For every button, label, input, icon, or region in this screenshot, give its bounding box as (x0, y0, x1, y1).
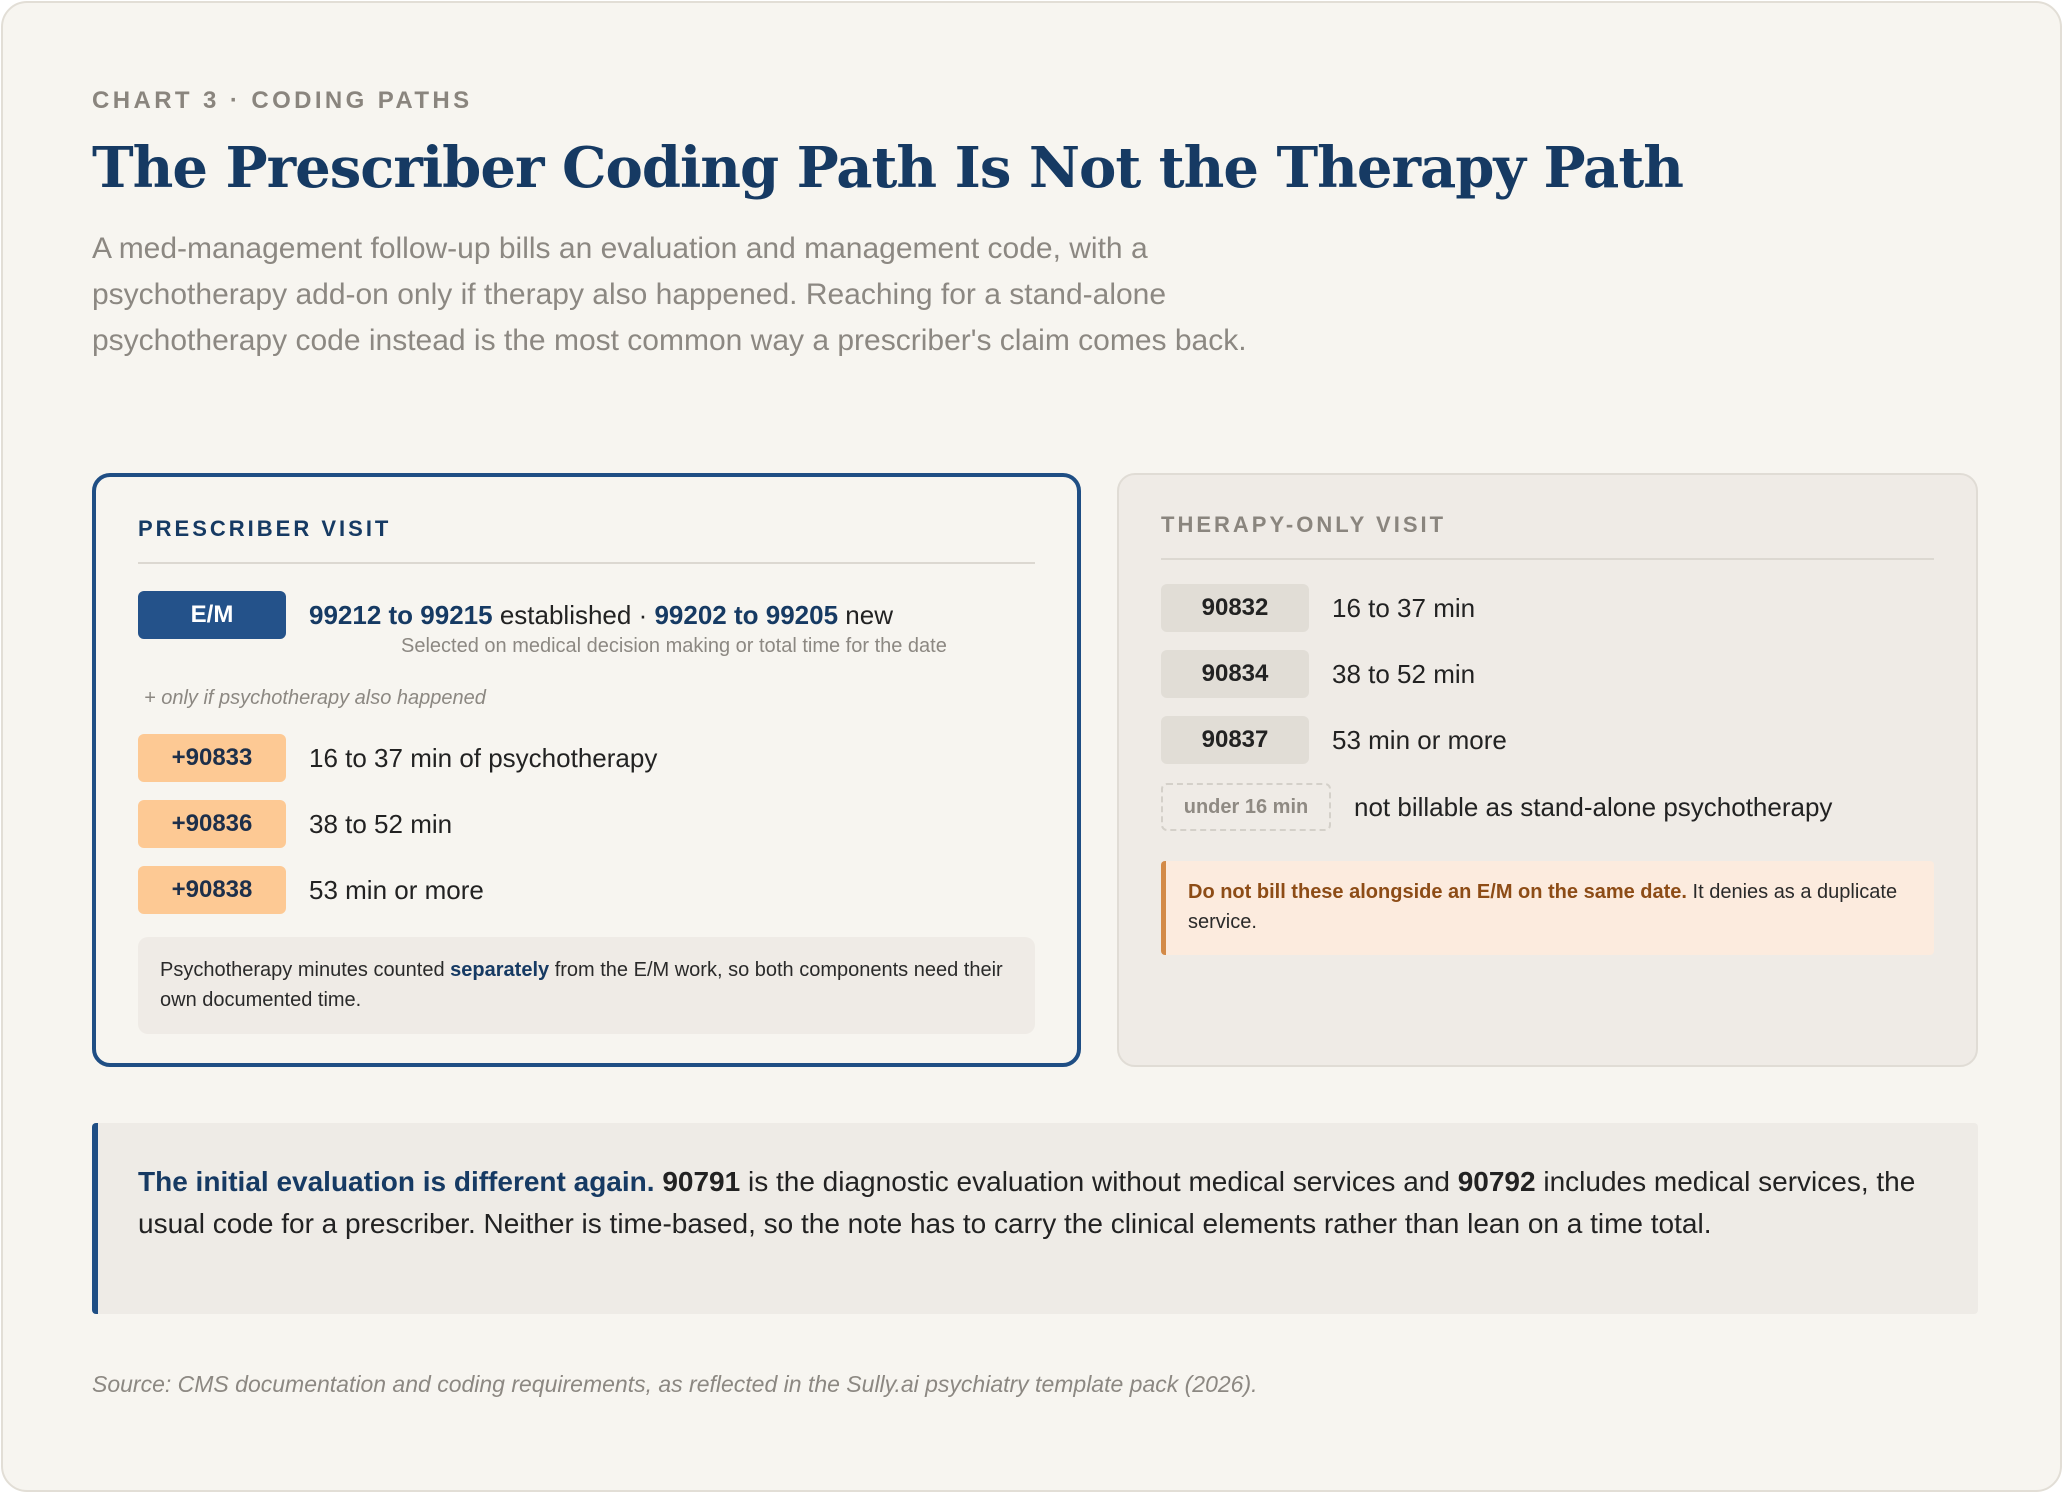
addon-code-badge: +90838 (138, 866, 286, 914)
em-row (138, 591, 893, 639)
prescriber-visit-panel (92, 473, 1081, 1067)
under-16-row (1161, 783, 1832, 831)
note-text: from the E/M work, so both components need their own documented time. (160, 959, 1003, 1011)
em-new-label: new (838, 599, 893, 630)
therapy-code-row (1161, 650, 1475, 698)
callout-text: is the diagnostic evaluation without medical services and (740, 1166, 1458, 1197)
em-established-range: 99212 to 99215 (309, 599, 493, 630)
callout-code-90791: 90791 (662, 1166, 741, 1197)
therapy-code-badge: 90834 (1161, 650, 1309, 698)
addon-row (138, 734, 657, 782)
addon-description: 38 to 52 min (309, 808, 453, 839)
addon-note: + only if psychotherapy also happened (144, 687, 486, 709)
callout-text: includes medical services, the usual code for a prescriber. Neither is time-based, so the note has to carry the clinical elements rather than lean on a time total. (138, 1166, 1916, 1239)
chart-card (1, 1, 2062, 1492)
em-new-range: 99202 to 99205 (654, 599, 839, 630)
addon-code-badge: +90833 (138, 734, 286, 782)
initial-evaluation-callout (92, 1123, 1978, 1314)
therapy-code-badge: 90837 (1161, 716, 1309, 764)
therapy-only-panel (1117, 473, 1978, 1067)
prescriber-visit-heading: PRESCRIBER VISIT (138, 516, 1035, 564)
em-established-label: established · (492, 599, 655, 630)
prescriber-note (138, 937, 1035, 1034)
therapy-code-description: 16 to 37 min (1332, 592, 1476, 623)
addon-row (138, 800, 452, 848)
therapy-code-row (1161, 584, 1475, 632)
under-16-badge: under 16 min (1161, 783, 1331, 831)
callout-lead: The initial evaluation is different again. (138, 1166, 655, 1197)
addon-row (138, 866, 484, 914)
warning-text: It denies as a duplicate service. (1188, 881, 1898, 933)
subtitle: A med-management follow-up bills an evaluation and management code, with a psychotherapy add-on only if therapy also happened. Reaching for a stand-alone psychotherapy code instead is the most common way a prescriber's claim comes back. (92, 232, 1247, 357)
therapy-code-description: 53 min or more (1332, 724, 1507, 755)
page-title: The Prescriber Coding Path Is Not the Therapy Path (92, 135, 1683, 201)
therapy-only-heading: THERAPY-ONLY VISIT (1161, 512, 1934, 560)
addon-code-badge: +90836 (138, 800, 286, 848)
source-note: Source: CMS documentation and coding requirements, as reflected in the Sully.ai psychiatry template pack (2026). (92, 1371, 1258, 1397)
under-16-description: not billable as stand-alone psychotherapy (1354, 791, 1833, 822)
therapy-code-row (1161, 716, 1507, 764)
callout-code-90792: 90792 (1457, 1166, 1536, 1197)
addon-description: 53 min or more (309, 874, 484, 905)
em-subtext: Selected on medical decision making or total time for the date (401, 635, 947, 657)
note-text: Psychotherapy minutes counted (160, 959, 451, 981)
em-badge: E/M (138, 591, 286, 639)
warning-emphasis: Do not bill these alongside an E/M on the same date. (1188, 881, 1687, 903)
therapy-code-description: 38 to 52 min (1332, 658, 1476, 689)
eyebrow: CHART 3 · CODING PATHS (92, 87, 473, 114)
note-emphasis: separately (450, 959, 550, 981)
addon-description: 16 to 37 min of psychotherapy (309, 742, 658, 773)
warning-callout (1161, 861, 1934, 955)
em-description (309, 600, 893, 631)
therapy-code-badge: 90832 (1161, 584, 1309, 632)
